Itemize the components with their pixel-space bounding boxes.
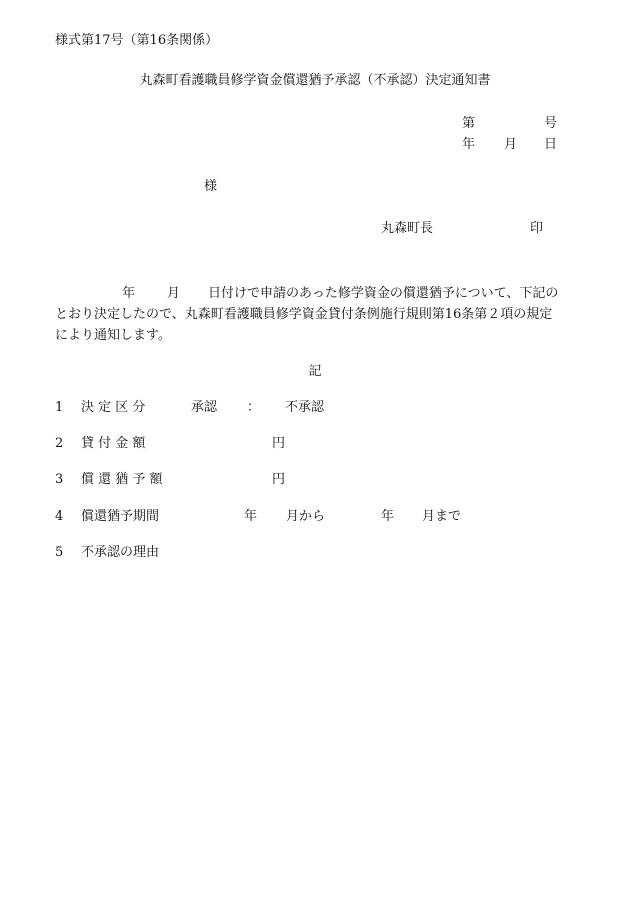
deferment-amount-unit: 円	[272, 472, 286, 487]
period-start-year: 年	[244, 509, 258, 524]
body-line-3: により通知します。	[55, 328, 171, 343]
recipient-honorific: 様	[204, 179, 218, 194]
body-year: 年	[122, 286, 136, 301]
body-line-1	[55, 283, 580, 304]
item-number: 3	[55, 472, 64, 487]
form-number: 様式第17号（第16条関係）	[55, 33, 219, 48]
issuer-seal: 印	[530, 221, 544, 236]
reference-go: 号	[544, 116, 558, 131]
decision-approve: 承認	[191, 400, 218, 415]
item-label: 不承認の理由	[81, 545, 160, 560]
item-label: 貸 付 金 額	[81, 436, 146, 451]
item-number: 4	[55, 509, 64, 524]
body-line-2: とおり決定したので、丸森町看護職員修学資金貸付条例施行規則第16条第２項の規定	[55, 307, 553, 322]
item-label: 償還猶予期間	[81, 509, 160, 524]
issuer-name: 丸森町長	[381, 221, 434, 236]
decision-colon: ：	[247, 400, 261, 415]
item-label: 決 定 区 分	[81, 400, 146, 415]
ki-heading: 記	[308, 364, 322, 379]
item-number: 1	[55, 400, 64, 415]
date-month: 月	[504, 137, 518, 152]
loan-amount-unit: 円	[272, 436, 286, 451]
body-line-1-text: 日付けで申請のあった修学資金の償還猶予について、下記の	[208, 286, 559, 301]
body-month: 月	[167, 286, 181, 301]
item-number: 5	[55, 545, 64, 560]
period-end-year: 年	[381, 509, 395, 524]
period-end-month: 月まで	[422, 509, 462, 524]
notice-body	[55, 283, 580, 346]
item-label: 償 還 猶 予 額	[81, 472, 163, 487]
item-number: 2	[55, 436, 64, 451]
date-day: 日	[544, 137, 558, 152]
document-title: 丸森町看護職員修学資金償還猶予承認（不承認）決定通知書	[139, 73, 491, 88]
reference-dai: 第	[462, 116, 476, 131]
decision-reject: 不承認	[285, 400, 325, 415]
period-start-month: 月から	[286, 509, 326, 524]
date-year: 年	[462, 137, 476, 152]
